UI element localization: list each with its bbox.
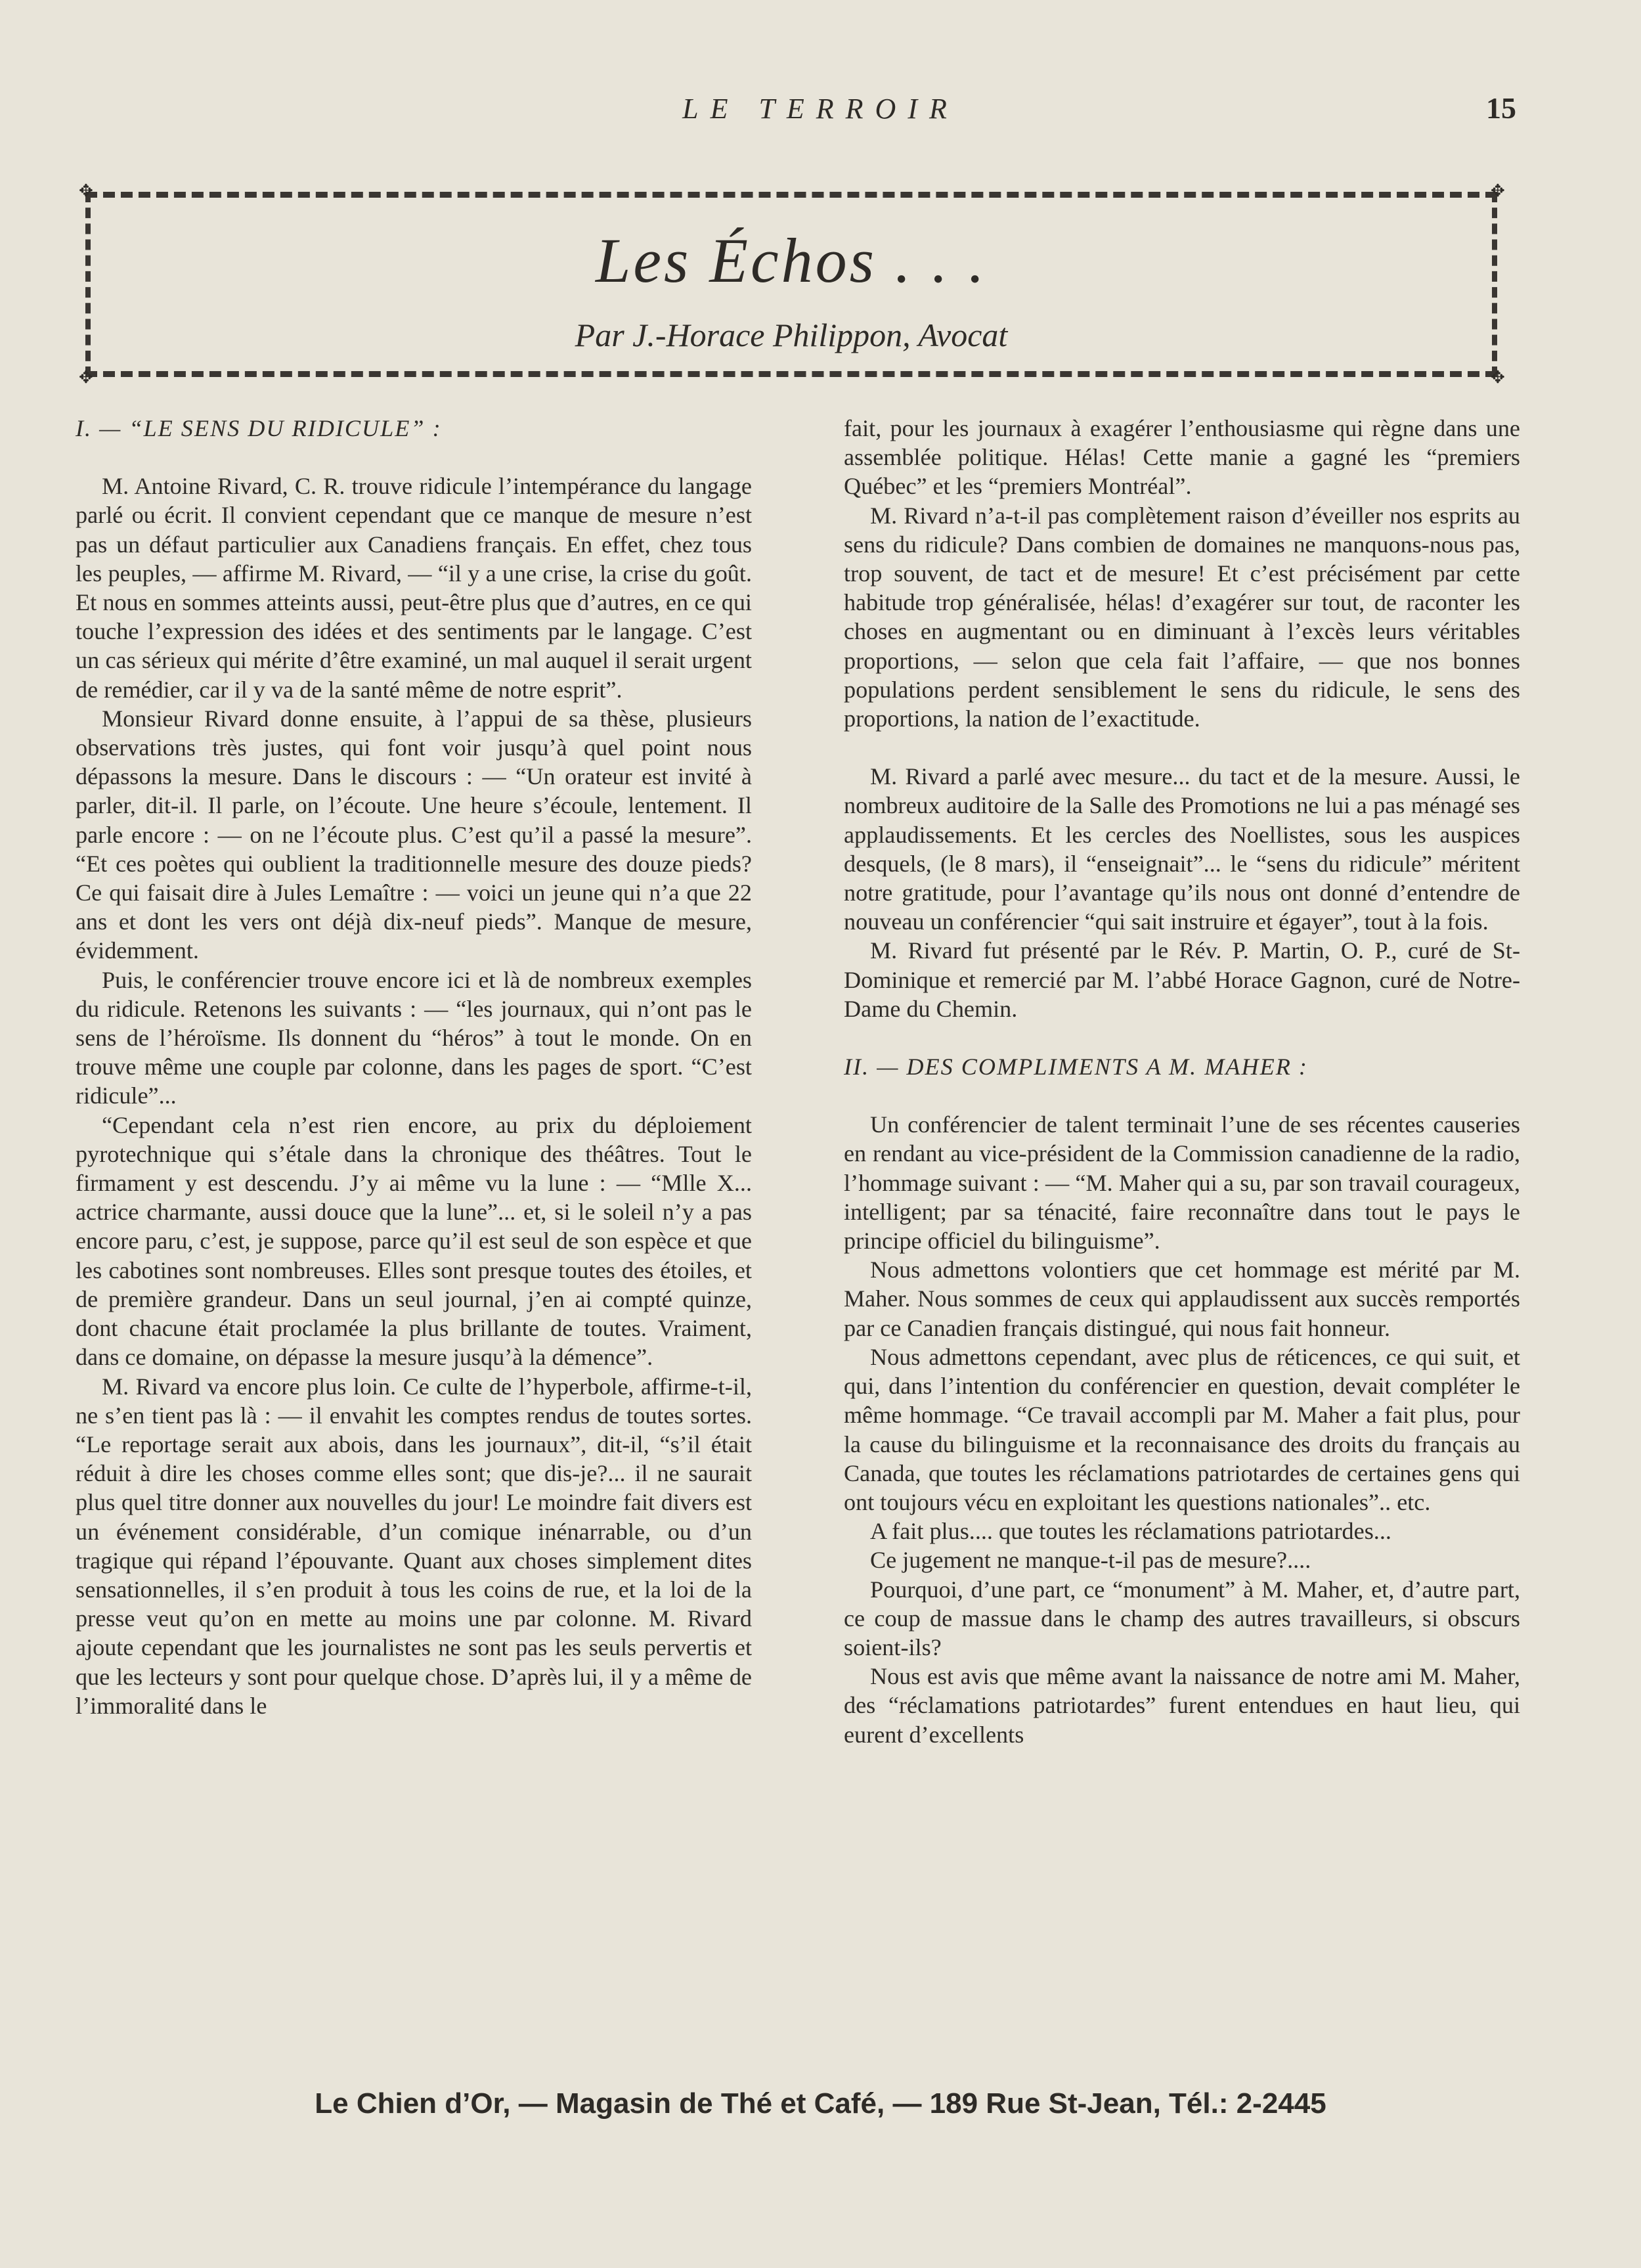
paragraph: M. Antoine Rivard, C. R. trouve ridicule l’intempérance du langage parlé ou écrit. Il convient cependant que ce manque de mesure n’est pas un défaut particulier aux Canadiens français. En effet, chez tous les peuples, — affirme M. Rivard, — “il y a une crise, la crise du goût. Et nous en sommes atteints aussi, peut-être plus que d’autres, en ce qui touche l’expression des idées et des sentiments par le langage. C’est un cas sérieux qui mérite d’être examiné, un mal auquel il serait urgent de remédier, car il y va de la santé même de notre esprit”.: [76, 473, 752, 703]
ornament-corner-icon: ✥: [79, 181, 93, 200]
article-byline: Par J.-Horace Philippon, Avocat: [575, 317, 1008, 353]
section-heading: II. — DES COMPLIMENTS A M. MAHER :: [844, 1054, 1308, 1080]
paragraph: Nous est avis que même avant la naissance de notre ami M. Maher, des “réclamations patriotardes” furent entendues en haut lieu, qui eurent d’excellents: [844, 1663, 1520, 1748]
ornament-corner-icon: ✥: [1491, 181, 1505, 200]
article-title: Les Échos . . .: [596, 225, 987, 296]
paragraph: Nous admettons volontiers que cet hommage est mérité par M. Maher. Nous sommes de ceux qui applaudissent aux succès remportés par ce Canadien français distingué, qui nous fait honneur.: [844, 1256, 1520, 1341]
paragraph: Monsieur Rivard donne ensuite, à l’appui de sa thèse, plusieurs observations très justes, qui font voir jusqu’à quel point nous dépassons la mesure. Dans le discours : — “Un orateur est invité à parler, dit-il. Il parle, on l’écoute. Une heure s’écoule, lentement. Il parle encore : — on ne l’écoute plus. C’est qu’il a passé la mesure”. “Et ces poètes qui oublient la traditionnelle mesure des douze pieds? Ce qui faisait dire à Jules Lemaître : — voici un jeune qui n’a que 22 ans et dont les vers ont déjà dix-neuf pieds”. Manque de mesure, évidemment.: [76, 705, 752, 964]
page-number: 15: [1486, 91, 1516, 125]
left-column: [76, 414, 752, 1720]
ornament-corner-icon: ✥: [79, 368, 93, 387]
paragraph: Un conférencier de talent terminait l’une de ses récentes causeries en rendant au vice-président de la Commission canadienne de la radio, l’hommage suivant : — “M. Maher qui a su, par son travail courageux, intelligent; par sa ténacité, faire reconnaître dans tout le pays le principe officiel du bilinguisme”.: [844, 1111, 1520, 1255]
paragraph: Pourquoi, d’une part, ce “monument” à M. Maher, et, d’autre part, ce coup de massue dans le champ des autres travailleurs, si obscurs soient-ils?: [844, 1576, 1520, 1660]
paragraph: Ce jugement ne manque-t-il pas de mesure?....: [870, 1547, 1311, 1574]
paragraph: M. Rivard va encore plus loin. Ce culte de l’hyperbole, affirme-t-il, ne s’en tient pas là : — il envahit les comptes rendus de toutes sortes. “Le reportage serait aux abois, dans les journaux”, dit-il, “s’il était réduit à dire les choses comme elles sont; que dis-je?... il ne saurait plus quel titre donner aux nouvelles du jour! Le moindre fait divers est un événement considérable, d’un comique inénarrable, ou d’un tragique qui répand l’épouvante. Quant aux choses simplement dites sensationnelles, il s’en produit à tous les coins de rue, et la loi de la presse veut qu’on en mette au moins une par colonne. M. Rivard ajoute cependant que les journalistes ne sont pas les seuls pervertis et que les lecteurs y sont pour quelque chose. D’après lui, il y a même de l’immoralité dans le: [76, 1373, 752, 1719]
paragraph: Nous admettons cependant, avec plus de réticences, ce qui suit, et qui, dans l’intention du conférencier en question, devait compléter le même hommage. “Ce travail accompli par M. Maher a fait plus, pour la cause du bilinguisme et la reconnaisance des droits du français au Canada, que toutes les réclamations patriotardes de certaines gens qui ont toujours vécu en exploitant les questions nationales”.. etc.: [844, 1343, 1520, 1515]
right-column: [844, 414, 1520, 1749]
paragraph: Puis, le conférencier trouve encore ici et là de nombreux exemples du ridicule. Retenons les suivants : — “les journaux, qui n’ont pas le sens de l’héroïsme. Ils donnent du “héros” à tout le monde. On en trouve même une couple par colonne, dans les pages de sport. “C’est ridicule”...: [76, 966, 752, 1109]
ornament-corner-icon: ✥: [1491, 368, 1505, 387]
paragraph: M. Rivard n’a-t-il pas complètement raison d’éveiller nos esprits au sens du ridicule? Dans combien de domaines ne manquons-nous pas, trop souvent, de tact et de mesure! Et c’est précisément par cette habitude trop généralisée, hélas! d’exagérer sur tout, de raconter les choses en augmentant ou en diminuant à l’excès leurs véritables proportions, — selon que cela fait l’affaire, — que nos bonnes populations perdent sensiblement le sens du ridicule, le sens des proportions, la nation de l’exactitude.: [844, 502, 1520, 732]
running-title: LE TERROIR: [682, 93, 959, 125]
paragraph: “Cependant cela n’est rien encore, au prix du déploiement pyrotechnique qui s’étale dans la chronique des théâtres. Tout le firmament y est descendu. J’y ai même vu la lune : — “Mlle X... actrice charmante, aussi douce que la lune”... et, si le soleil n’y a pas encore paru, c’est, je suppose, parce qu’il est seul de son espèce et que les cabotines sont nombreuses. Elles sont presque toutes des étoiles, et de première grandeur. Dans un seul journal, j’en ai compté quinze, dont chacune était proclamée la plus brillante de toutes. Vraiment, dans ce domaine, on dépasse la mesure jusqu’à la démence”.: [76, 1111, 752, 1371]
paragraph: M. Rivard a parlé avec mesure... du tact et de la mesure. Aussi, le nombreux auditoire de la Salle des Promotions ne lui a pas ménagé ses applaudissements. Et les cercles des Noellistes, sous les auspices desquels, (le 8 mars), il “enseignait”... le “sens du ridicule” méritent notre gratitude, pour l’avantage qu’ils nous ont donné d’entendre de nouveau un conférencier “qui sait instruire et égayer”, tout à la fois.: [844, 763, 1520, 935]
paragraph: A fait plus.... que toutes les réclamations patriotardes...: [870, 1518, 1391, 1545]
footer-advertisement: Le Chien d’Or, — Magasin de Thé et Café, — 189 Rue St-Jean, Tél.: 2-2445: [315, 2087, 1326, 2120]
paragraph: M. Rivard fut présenté par le Rév. P. Martin, O. P., curé de St-Dominique et remercié par M. l’abbé Horace Gagnon, curé de Notre-Dame du Chemin.: [844, 937, 1520, 1022]
paragraph-continued: fait, pour les journaux à exagérer l’enthousiasme qui règne dans une assemblée politique. Hélas! Cette manie a gagné les “premiers Québec” et les “premiers Montréal”.: [844, 415, 1520, 500]
section-heading: I. — “LE SENS DU RIDICULE” :: [76, 415, 442, 441]
title-frame: [79, 181, 1505, 387]
